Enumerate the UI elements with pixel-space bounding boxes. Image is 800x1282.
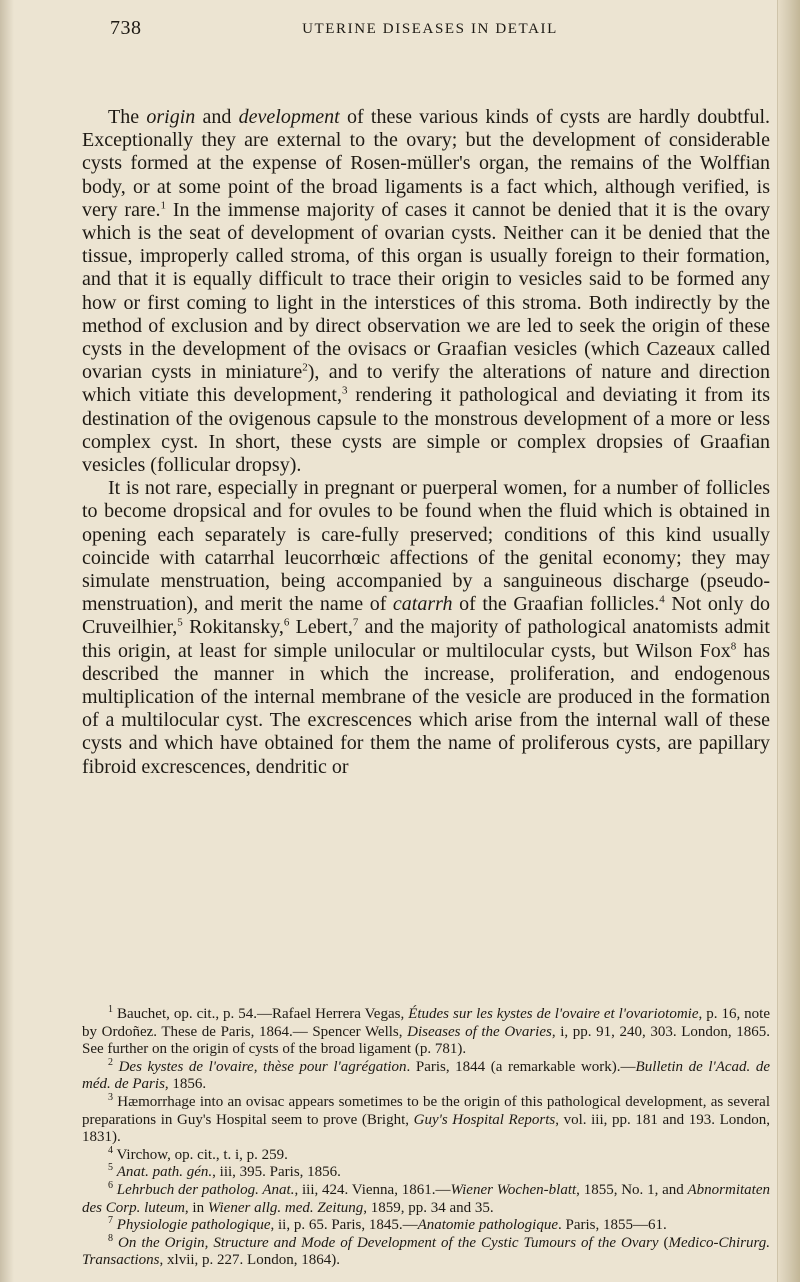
footnote-number: 1: [108, 1004, 113, 1015]
italic-run: Wiener Wochen-blatt: [450, 1181, 577, 1198]
text-run: In the immense majority of cases it cannot be denied that it is the ovary which is the seat of development of ovarian cysts. Neither can it be denied that the tissue, improperly called stroma, of this organ is usually foreign to their formation, and that it is equally difficult to trace their origin to vesicles said to be formed any how or first coming to light in the interstices of this stroma. Both indirectly by the method of exclusion and by direct observation we are led to seek the origin of these cysts in the development of the ovisacs or Graafian vesicles (which Cazeaux called ovarian cysts in miniature: [82, 198, 770, 384]
text-run: Hæmorrhage into an ovisac appears sometimes to be the origin of this pathological development, as several preparations in Guy's Hospital seem to prove (Bright,: [82, 1093, 770, 1128]
footnote-number: 7: [108, 1215, 113, 1227]
italic-run: Abnormitaten des Corp. luteum: [82, 1181, 771, 1216]
binding-shadow: [0, 0, 14, 1282]
footnote-8: [82, 1232, 771, 1270]
italic-run: Medico-Chirurg. Transactions: [82, 1234, 771, 1269]
footnote-ref: 8: [730, 640, 737, 653]
body-text: [82, 106, 770, 779]
footnote-1: [82, 1006, 770, 1059]
footnote-ref: 4: [659, 593, 665, 606]
text-run: , xlvii, p. 227. London, 1864).: [159, 1252, 340, 1269]
italic-run: Des kystes de l'ovaire, thèse pour l'agrégation: [118, 1058, 407, 1075]
italic-run: Bulletin de l'Acad. de méd. de Paris: [82, 1058, 770, 1093]
text-run: , iii, 424. Vienna, 1861.—: [294, 1181, 451, 1198]
italic-run: Guy's Hospital Reports: [413, 1111, 556, 1128]
text-run: , ii, p. 65. Paris, 1845.—: [270, 1217, 418, 1234]
text-run: Bauchet, op. cit., p. 54.—Rafael Herrera Vegas,: [113, 1006, 409, 1022]
paragraph-origin: [82, 106, 770, 477]
text-run: and: [195, 106, 239, 128]
text-run: Virchow, op. cit., t. i, p. 259.: [113, 1146, 288, 1163]
footnote-number: 5: [108, 1162, 113, 1174]
footnote-2: [82, 1056, 770, 1094]
paragraph-follicles: [82, 477, 770, 779]
footnote-ref: 7: [352, 616, 359, 629]
page-edge: [777, 0, 800, 1282]
footnote-3: [82, 1091, 770, 1147]
text-run: , p. 16, note by Ordoñez. These de Paris, 1864.— Spencer Wells,: [82, 1006, 771, 1040]
footnote-4: [82, 1144, 770, 1165]
text-run: . Paris, 1855—61.: [557, 1217, 667, 1234]
text-run: of the Graafian follicles.: [452, 593, 660, 616]
footnote-ref: 2: [302, 361, 308, 374]
text-run: , i, pp. 91, 240, 303. London, 1865. See further on the origin of cysts of the broad ligament (p. 781).: [82, 1023, 771, 1058]
text-run: and the majority of pathological anatomists admit this origin, at least for simple unilocular or multilocular cysts, but Wilson Fox: [82, 616, 770, 662]
text-run: , 1855, No. 1, and: [576, 1181, 688, 1198]
italic-run: Anat. path. gén.: [116, 1164, 213, 1181]
italic-run: Lehrbuch der patholog. Anat.: [116, 1181, 295, 1198]
text-run: , iii, 395. Paris, 1856.: [212, 1164, 341, 1181]
text-run: has described the manner in which the increase, proliferation, and endogenous multiplication of the internal membrane of the vesicle are produced in the formation of a multilocular cyst. The excrescences which arise from the internal wall of these cysts and which have obtained for them the name of proliferous cysts, are papillary fibroid excrescences, dendritic or: [82, 639, 770, 778]
text-run: Rokitansky,: [182, 616, 284, 639]
text-run: , 1859, pp. 34 and 35.: [363, 1199, 494, 1216]
footnote-number: 2: [108, 1056, 113, 1068]
italic-run: development: [238, 106, 340, 128]
italic-run: On the Origin, Structure and Mode of Development of the Cystic Tumours of the Ovary: [118, 1234, 659, 1251]
footnote-number: 4: [108, 1144, 113, 1156]
italic-run: Diseases of the Ovaries: [407, 1023, 552, 1040]
footnote-number: 3: [108, 1091, 113, 1103]
footnote-7: [82, 1217, 770, 1235]
text-run: ), and to verify the alterations of nature and direction which vitiate this development,: [82, 361, 770, 407]
italic-run: Anatomie pathologique: [417, 1217, 558, 1234]
footnote-6: [82, 1179, 771, 1217]
italic-run: origin: [146, 106, 196, 128]
page-header: [110, 15, 750, 45]
footnote-number: 6: [108, 1179, 113, 1191]
text-run: rendering it pathological and deviating it from its destination of the ovigenous capsule to the monstrous development of a more or less complex cyst. In short, these cysts are simple or complex dropsies of Graafian vesicles (follicular dropsy).: [82, 384, 770, 477]
footnote-ref: 1: [160, 199, 166, 212]
footnote-ref: 6: [283, 616, 290, 629]
text-run: , 1856.: [164, 1076, 207, 1093]
text-run: It is not rare, especially in pregnant or puerperal women, for a number of follicles to become dropsical and for ovules to be found when the fluid which is obtained in opening each separately is care-fully preserved; conditions of this kind usually coincide with catarrhal leucorrhœic affections of the genital economy; they may simulate menstruation, being accompanied by a sanguineous discharge (pseudo-menstruation), and merit the name of: [82, 477, 770, 616]
text-run: , in: [184, 1199, 208, 1216]
running-head: UTERINE DISEASES IN DETAIL: [302, 21, 558, 37]
text-run: Lebert,: [289, 616, 353, 639]
footnote-ref: 3: [341, 384, 348, 397]
text-run: (: [658, 1234, 669, 1251]
footnote-number: 8: [108, 1232, 113, 1244]
text-run: Not only do Cruveilhier,: [82, 593, 770, 639]
italic-run: catarrh: [392, 593, 453, 616]
footnotes: [82, 1006, 770, 1270]
italic-run: Wiener allg. med. Zeitung: [207, 1199, 364, 1216]
text-run: , vol. iii, pp. 181 and 193. London, 1831).: [82, 1111, 770, 1146]
footnote-5: [82, 1164, 770, 1182]
italic-run: Physiologie pathologique: [116, 1217, 271, 1234]
text-run: The: [108, 106, 147, 128]
text-run: . Paris, 1844 (a remarkable work).—: [406, 1058, 636, 1075]
text-run: of these various kinds of cysts are hardly doubtful. Exceptionally they are external to the ovary; but the development of considerable cysts formed at the expense of Rosen-müller's organ, the remains of the Wolffian body, or at some point of the broad ligaments is a fact which, although verified, is very rare.: [82, 106, 770, 221]
footnote-ref: 5: [177, 616, 183, 629]
page-number: 738: [110, 17, 142, 39]
italic-run: Études sur les kystes de l'ovaire et l'ovariotomie: [408, 1006, 699, 1022]
